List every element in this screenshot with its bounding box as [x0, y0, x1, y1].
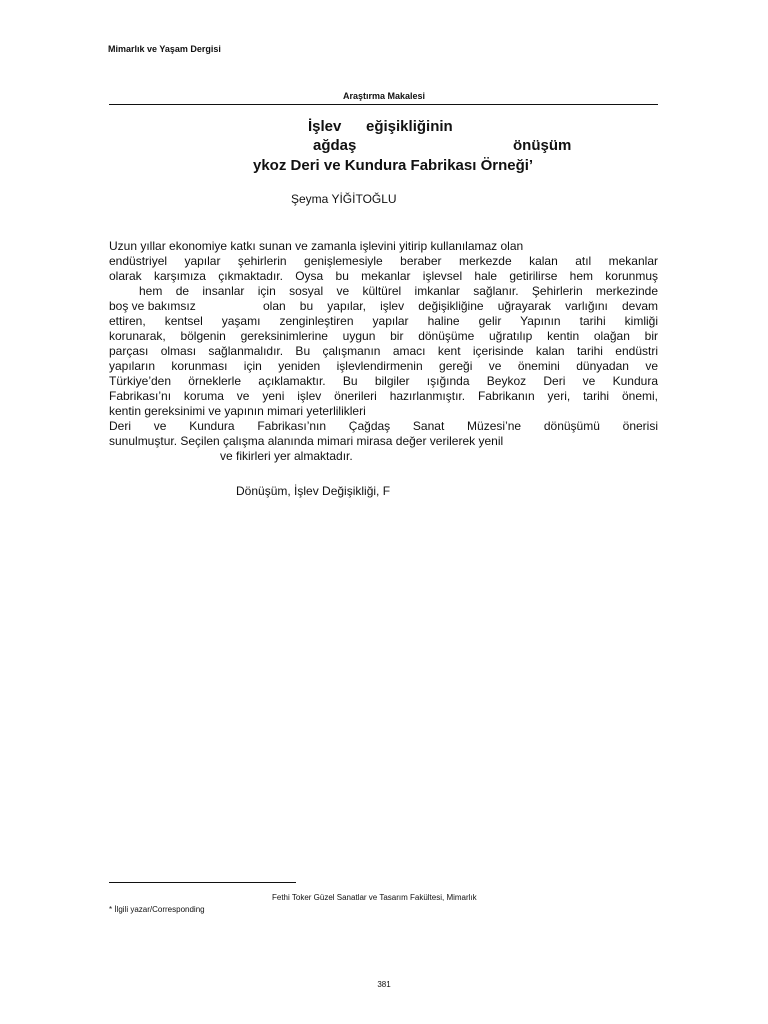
abstract-line: hem de insanlar için sosyal ve kültürel imkanlar sağlanır. Şehirlerin merkezinde — [139, 284, 658, 298]
abstract-line: boş ve bakımsız — [109, 299, 196, 313]
abstract-line: parçası olması sağlanmalıdır. Bu çalışmanın amacı kent içerisinde kalan tarihi endüstri — [109, 344, 658, 358]
title-line-2a: ağdaş — [313, 137, 357, 154]
keywords: Dönüşüm, İşlev Değişikliği, F — [236, 484, 391, 498]
abstract-line: kentin gereksinimi ve yapının mimari yeterlilikleri — [109, 404, 366, 418]
abstract-line: sunulmuştur. Seçilen çalışma alanında mimari mirasa değer verilerek yenil — [109, 434, 504, 448]
header-divider — [109, 104, 658, 105]
abstract-line: olan bu yapılar, işlev değişikliğine uğrayarak varlığını devam — [263, 299, 658, 313]
abstract-line: korunarak, bölgenin gereksinimlerine uygun bir dönüşüme uğratılıp kentin olağan bir — [109, 329, 658, 343]
title-line-3: ykoz Deri ve Kundura Fabrikası Örneği’ — [253, 157, 534, 174]
journal-name: Mimarlık ve Yaşam Dergisi — [108, 44, 221, 54]
article-type: Araştırma Makalesi — [342, 91, 426, 101]
title-line-2b: önüşüm — [513, 137, 572, 154]
author-affiliation: Fethi Toker Güzel Sanatlar ve Tasarım Fakültesi, Mimarlık — [272, 893, 477, 902]
title-line-1b: eğişikliğinin — [366, 118, 453, 135]
title-line-1a: İşlev — [308, 118, 342, 135]
abstract-line: Deri ve Kundura Fabrikası’nın Çağdaş Sanat Müzesi’ne dönüşümü önerisi — [109, 419, 658, 433]
page-number: 381 — [377, 980, 391, 989]
author-name: Şeyma YİĞİTOĞLU — [291, 192, 397, 206]
abstract-line: olarak karşımıza çıkmaktadır. Oysa bu mekanlar işlevsel hale getirilirse hem korunmuş — [109, 269, 658, 283]
abstract-line: endüstriyel yapılar şehirlerin genişlemesiyle beraber merkezde kalan atıl mekanlar — [109, 254, 658, 268]
abstract-line: ve fikirleri yer almaktadır. — [220, 449, 353, 463]
abstract-line: Fabrikası’nı koruma ve yeni işlev önerileri hazırlanmıştır. Fabrikanın yeri, tarihi önemi, — [109, 389, 658, 403]
abstract-line: ettiren, kentsel yaşamı zenginleştiren yapılar haline gelir Yapının tarihi kimliği — [109, 314, 658, 328]
corresponding-author-note: * İlgili yazar/Corresponding — [109, 905, 205, 914]
footnote-divider — [109, 882, 296, 883]
abstract-line: yapıların korunması için yeniden işlevlendirmenin gereği ve önemini dünyadan ve — [109, 359, 658, 373]
abstract-line: Türkiye’den örneklerle açıklamaktır. Bu bilgiler ışığında Beykoz Deri ve Kundura — [109, 374, 658, 388]
abstract-line: Uzun yıllar ekonomiye katkı sunan ve zamanla işlevini yitirip kullanılamaz olan — [109, 239, 524, 253]
